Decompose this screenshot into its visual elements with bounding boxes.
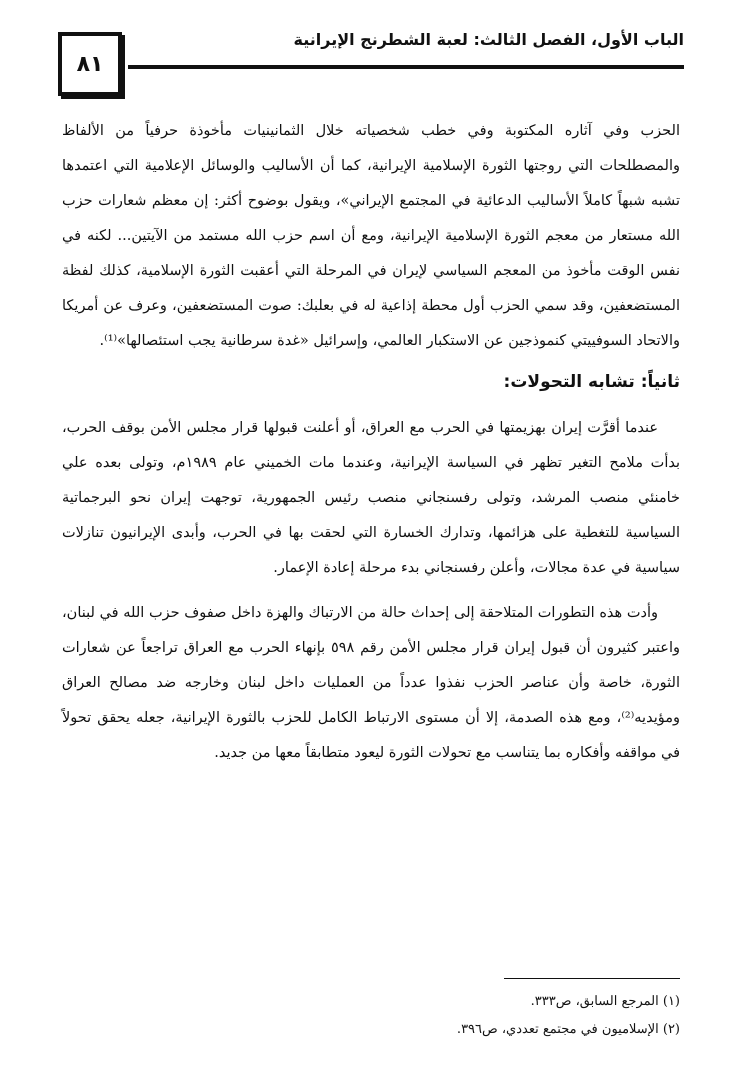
page-number-box: [58, 32, 122, 96]
paragraph-3: وأدت هذه التطورات المتلاحقة إلى إحداث حالة من الارتباك والهزة داخل صفوف حزب الله في لبنان، واعتبر كثيرون أن قبول إيران قرار مجلس الأمن رقم ٥٩٨ بإنهاء الحرب مع العراق تراجعاً عن شعارات الثورة، خاصة وأن عناصر الحزب نفذوا عدداً من العمليات داخل لبنان وخارجه ضد مصالح العراق ومؤيديه⁽²⁾، ومع هذه الصدمة، إلا أن مستوى الارتباط الكامل للحزب بالثورة الإيرانية، جعله يحقق تحولاً في مواقفه وأفكاره بما يتناسب مع تحولات الثورة ليعود متطابقاً معها من جديد.: [62, 605, 680, 761]
header-rule: [128, 65, 684, 69]
paragraph-1: الحزب وفي آثاره المكتوبة وفي خطب شخصياته خلال الثمانينيات مأخوذة حرفياً من الألفاظ والمصطلحات التي روجتها الثورة الإسلامية الإيرانية، كما أن الأساليب والوسائل الإعلامية التي اعتمدها تشبه شبهاً كاملاً الأساليب الدعائية في المجتمع الإيراني»، ويقول بوضوح أكثر: إن معظم شعارات حزب الله مستعار من معجم الثورة الإسلامية الإيرانية، ومع أن اسم حزب الله مستمد من الآيتين... لكنه في نفس الوقت مأخوذ من المعجم السياسي لإيران في المرحلة التي أعقبت الثورة الإسلامية، كذلك لفظة المستضعفين، وقد سمي الحزب أول محطة إذاعية له في بعلبك: صوت المستضعفين، وعرف عن أمريكا والاتحاد السوفييتي كنموذجين عن الاستكبار العالمي، وإسرائيل «غدة سرطانية يجب استئصالها»⁽¹⁾.: [62, 123, 680, 349]
paragraph-2: عندما أقرَّت إيران بهزيمتها في الحرب مع العراق، أو أعلنت قبولها قرار مجلس الأمن بوقف الحرب، بدأت ملامح التغير تظهر في السياسة الإيرانية، وعندما مات الخميني عام ١٩٨٩م، وتولى بعده علي خامنئي منصب المرشد، وتولى رفسنجاني منصب رئيس الجمهورية، توجهت إيران نحو البرجماتية السياسية للتغطية على هزائمها، وتدارك الخسارة التي لحقت بها في الحرب، وأبدى الإيرانيون تنازلات سياسية في عدة مجالات، وأعلن رفسنجاني بدء مرحلة إعادة الإعمار.: [62, 420, 680, 576]
footnotes: [62, 988, 680, 1044]
section-heading: ثانياً: تشابه التحولات:: [503, 372, 680, 392]
footnote-rule: [504, 978, 680, 979]
footnote-1: (١) المرجع السابق، ص٣٣٣.: [530, 994, 680, 1009]
chapter-title: الباب الأول، الفصل الثالث: لعبة الشطرنج الإيرانية: [293, 30, 684, 49]
page-number: ٨١: [76, 51, 104, 77]
body-text: [62, 114, 680, 771]
footnote-2: (٢) الإسلاميون في مجتمع تعددي، ص٣٩٦.: [456, 1022, 680, 1037]
running-header: [58, 24, 684, 94]
